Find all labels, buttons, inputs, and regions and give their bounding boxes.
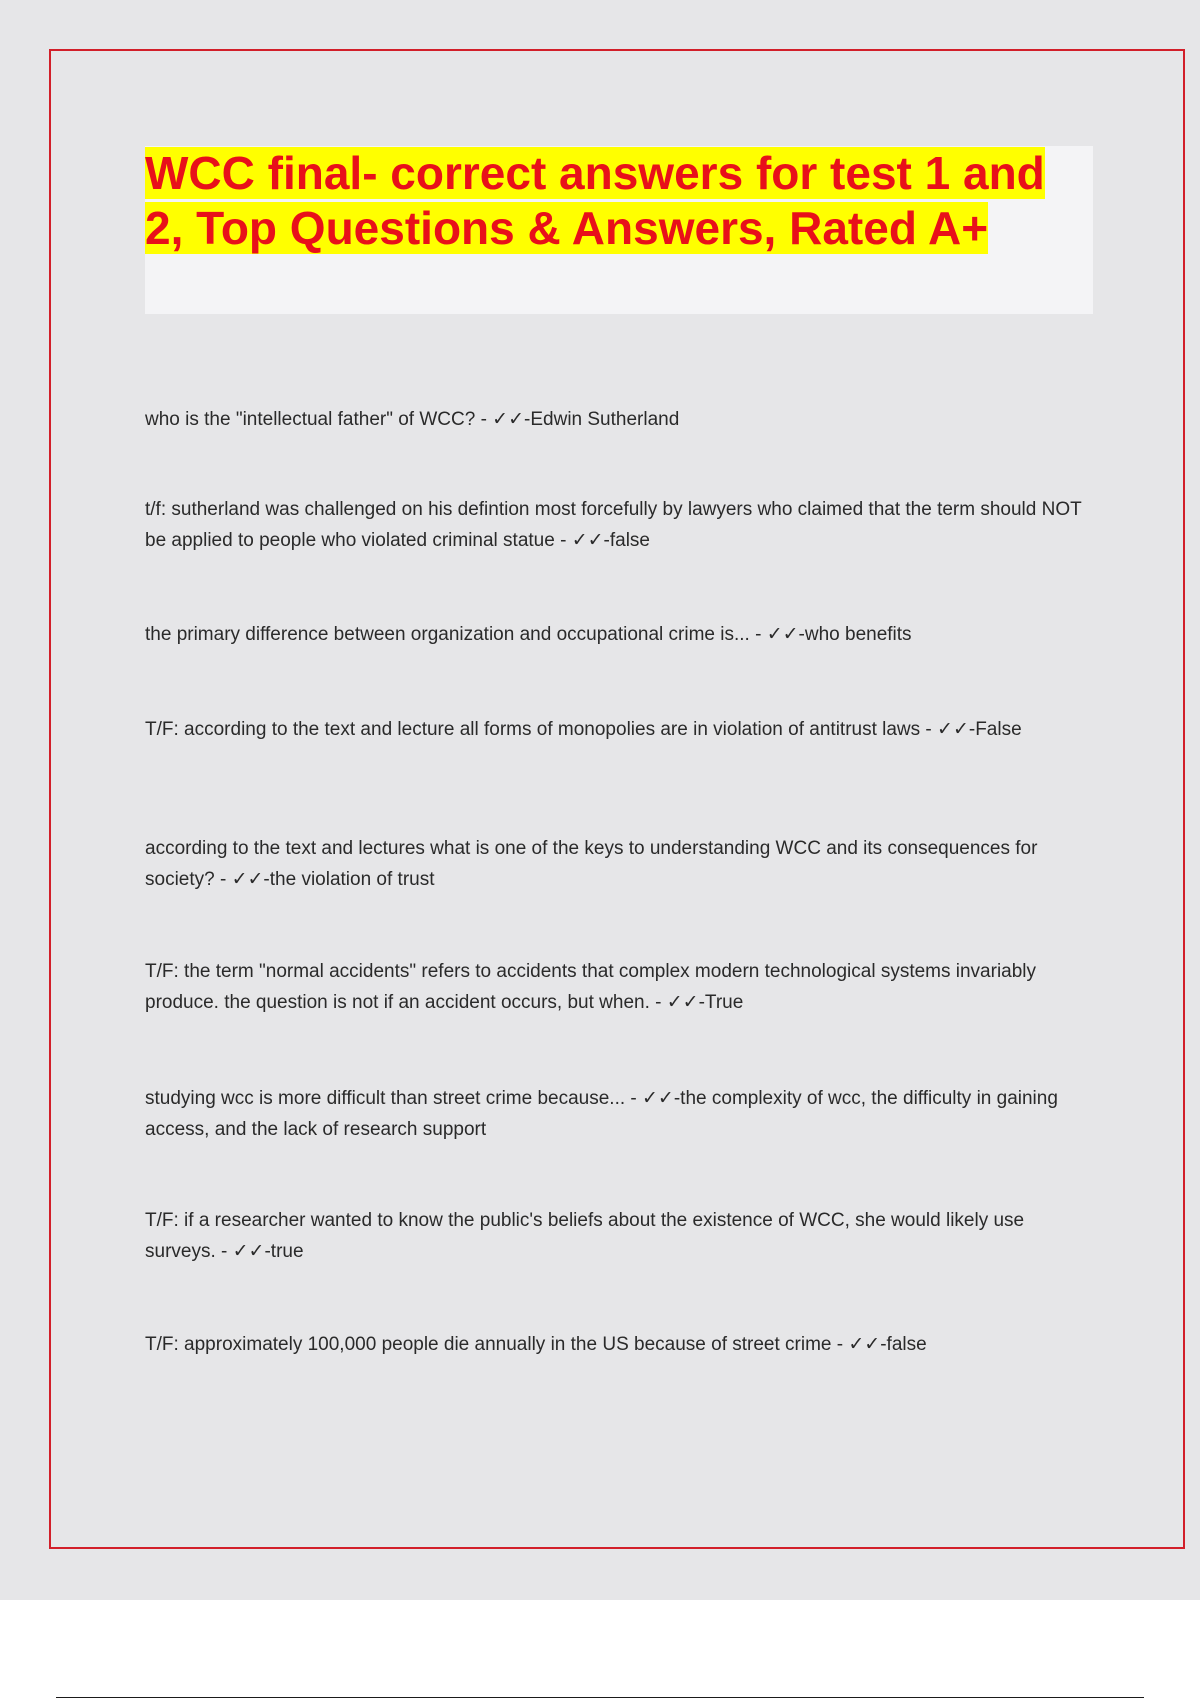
document-title-highlight: WCC final- correct answers for test 1 and 2, Top Questions & Answers, Rated A+ bbox=[145, 147, 1045, 254]
document-title bbox=[145, 146, 1093, 256]
qa-item-5: according to the text and lectures what is one of the keys to understanding WCC and its consequences for society? - ✓✓-the violation of trust bbox=[145, 838, 1038, 890]
qa-item-6: T/F: the term "normal accidents" refers to accidents that complex modern technological systems invariably produce. the question is not if an accident occurs, but when. - ✓✓-True bbox=[145, 961, 1037, 1013]
qa-item-2: t/f: sutherland was challenged on his defintion most forcefully by lawyers who claimed that the term should NOT be applied to people who violated criminal statue - ✓✓-false bbox=[145, 499, 1082, 551]
qa-item-1: who is the "intellectual father" of WCC? - ✓✓-Edwin Sutherland bbox=[145, 409, 680, 430]
qa-item-4: T/F: according to the text and lecture all forms of monopolies are in violation of antitrust laws - ✓✓-False bbox=[145, 719, 1022, 740]
qa-item-3: the primary difference between organization and occupational crime is... - ✓✓-who benefits bbox=[145, 624, 912, 645]
qa-item-7: studying wcc is more difficult than street crime because... - ✓✓-the complexity of wcc, the difficulty in gaining access, and the lack of research support bbox=[145, 1088, 1058, 1140]
qa-item-8: T/F: if a researcher wanted to know the public's beliefs about the existence of WCC, she would likely use surveys. - ✓✓-true bbox=[145, 1210, 1025, 1262]
footer-divider bbox=[56, 1697, 1144, 1698]
qa-item-9: T/F: approximately 100,000 people die annually in the US because of street crime - ✓✓-false bbox=[145, 1334, 927, 1355]
